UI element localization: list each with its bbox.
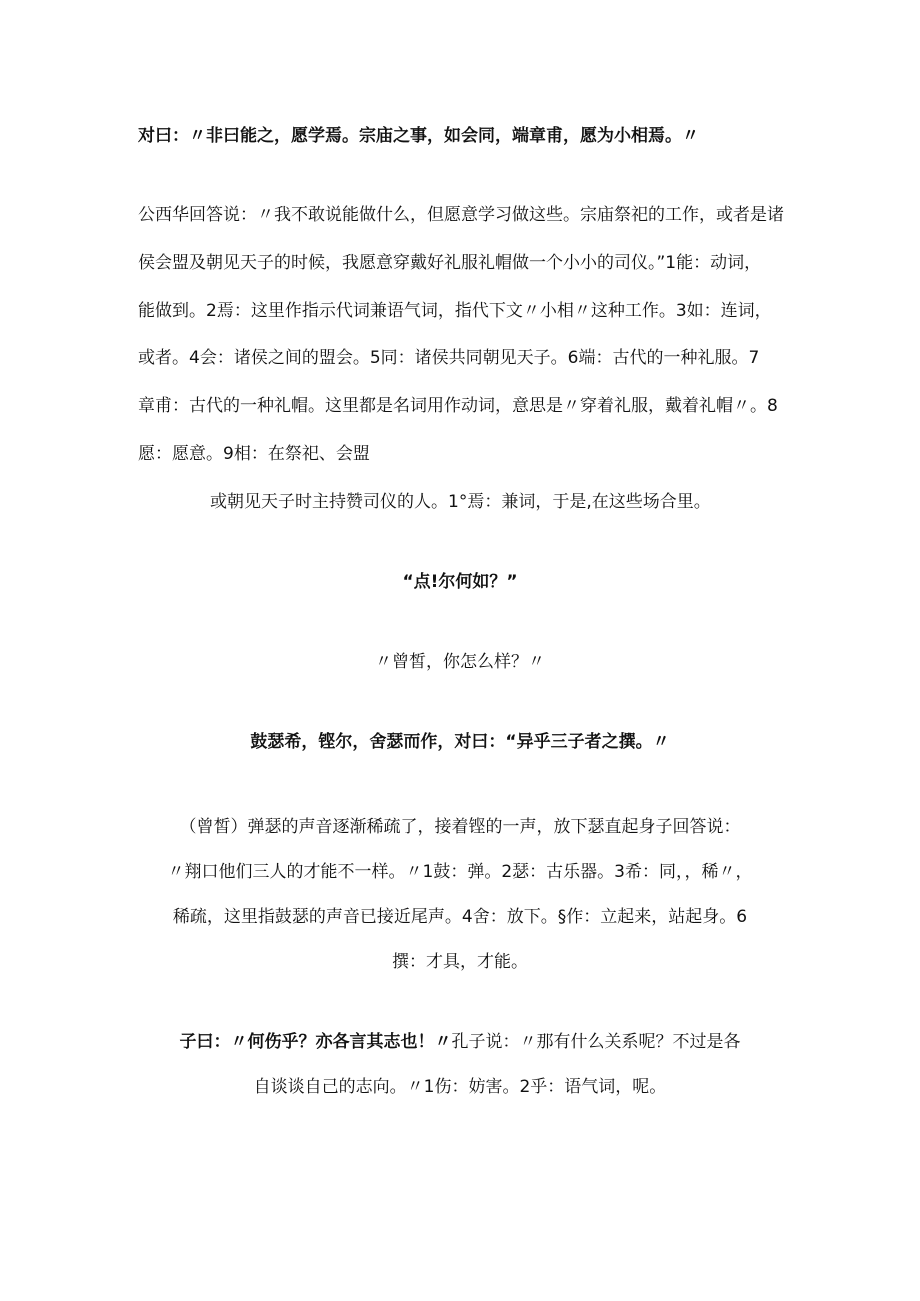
translation-line: 或者。4会：诸侯之间的盟会。5同：诸侯共同朝见天子。6端：古代的一种礼服。7	[138, 348, 760, 368]
translation-line: 〃翔口他们三人的才能不一样。〃1鼓：弹。2瑟：古乐器。3希：同，，稀〃，	[167, 862, 753, 882]
translation-line: （曾皙）弹瑟的声音逐渐稀疏了，接着铿的一声，放下瑟直起身子回答说：	[179, 817, 741, 837]
confucius-question-zengxi: “点!尔何如？”	[402, 572, 518, 592]
translation-line: 撰：才具，才能。	[392, 952, 528, 972]
confucius-dialogue-reply-gongxihua: 对曰：〃非曰能之，愿学焉。宗庙之事，如会同，端章甫，愿为小相焉。〃	[138, 126, 699, 146]
translation-line: 侯会盟及朝见天子的时候，我愿意穿戴好礼服礼帽做一个小小的司仪。”1能：动词，	[138, 253, 762, 273]
translation-line: 稀疏，这里指鼓瑟的声音已接近尾声。4舍：放下。§作：立起来，站起身。6	[172, 907, 748, 927]
translation-line: 公西华回答说：〃我不敢说能做什么，但愿意学习做这些。宗庙祭祀的工作，或者是诸	[138, 205, 784, 225]
confucius-reply-line	[0, 1030, 920, 1054]
translation-question-zengxi: 〃曾皙，你怎么样？〃	[375, 652, 545, 672]
translation-line: 愿：愿意。9相：在祭祀、会盟	[138, 444, 370, 464]
translation-line: 或朝见天子时主持赞司仪的人。1°焉：兼词，于是,在这些场合里。	[210, 492, 711, 512]
translation-line: 章甫：古代的一种礼帽。这里都是名词用作动词，意思是〃穿着礼服，戴着礼帽〃。8	[138, 396, 778, 416]
confucius-quote: 子曰：〃何伤乎？亦各言其志也！〃	[179, 1032, 452, 1052]
zengxi-reply: 鼓瑟希，铿尔，舍瑟而作，对曰：“异乎三子者之撰。〃	[250, 732, 670, 752]
confucius-reply-translation-line: 自谈谈自己的志向。〃1伤：妨害。2乎：语气词，呢。	[253, 1077, 667, 1097]
translation-line: 能做到。2焉：这里作指示代词兼语气词，指代下文〃小相〃这种工作。3如：连词，	[138, 301, 772, 321]
confucius-quote-translation: 孔子说：〃那有什么关系呢？不过是各	[451, 1032, 741, 1052]
